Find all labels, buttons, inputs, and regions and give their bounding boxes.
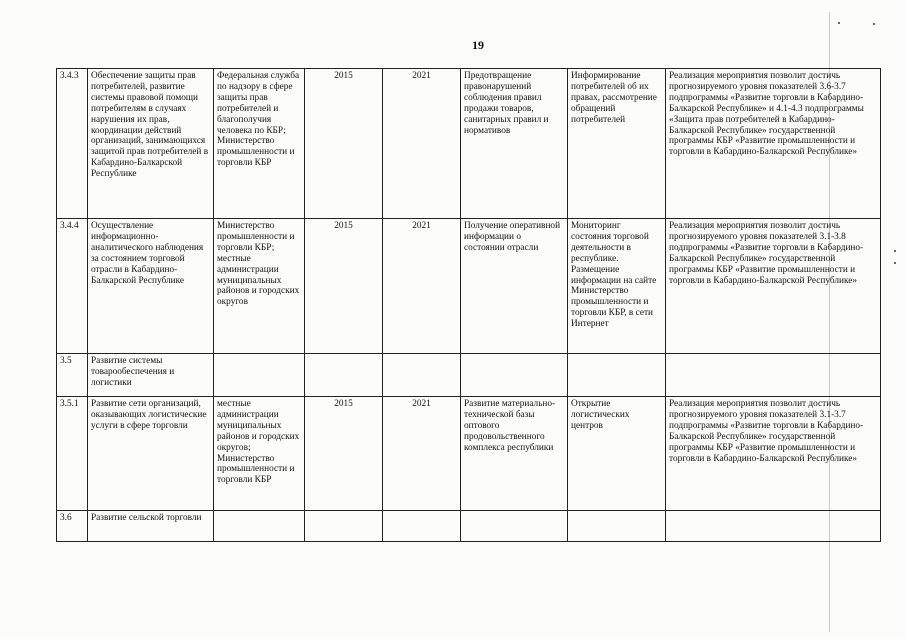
scan-speck (838, 22, 840, 24)
measure-name: Развитие сельской торговли (88, 511, 214, 542)
start-year (305, 354, 383, 397)
row-number: 3.5 (57, 354, 88, 397)
start-year: 2015 (305, 397, 383, 511)
end-year: 2021 (383, 397, 461, 511)
expected-result: Предотвращение правонарушений соблюдения правил продажи товаров, санитарных правил и нормативов (461, 69, 568, 219)
table-row (57, 219, 881, 354)
page-number: 19 (472, 38, 484, 52)
indicator-link: Реализация мероприятия позволит достичь прогнозируемого уровня показателей 3.6-3.7 подпрограммы «Развитие торговли в Кабардино-Балкарской Республике» и 4.1-4.3 подпрограммы «Защита прав потребителей в Кабардино-Балкарской Республике» государственной программы КБР «Развитие промышленности и торговли в Кабардино-Балкарской Республике» (666, 69, 881, 219)
program-table (56, 68, 881, 542)
row-number: 3.4.4 (57, 219, 88, 354)
measure-name: Развитие системы товарообеспечения и логистики (88, 354, 214, 397)
expected-result: Получение оперативной информации о состоянии отрасли (461, 219, 568, 354)
row-number: 3.6 (57, 511, 88, 542)
start-year: 2015 (305, 219, 383, 354)
expected-result (461, 354, 568, 397)
end-year (383, 354, 461, 397)
main-directions: Открытие логистических центров (568, 397, 666, 511)
scan-speck (873, 23, 875, 25)
start-year: 2015 (305, 69, 383, 219)
main-directions: Информирование потребителей об их правах, рассмотрение обращений потребителей (568, 69, 666, 219)
responsible-executor (214, 354, 305, 397)
table-row (57, 69, 881, 219)
main-directions (568, 354, 666, 397)
row-number: 3.4.3 (57, 69, 88, 219)
responsible-executor (214, 511, 305, 542)
indicator-link: Реализация мероприятия позволит достичь прогнозируемого уровня показателей 3.1-3.8 подпрограммы «Развитие торговли в Кабардино-Балкарской Республике» государственной программы КБР «Развитие промышленности и торговли в Кабардино-Балкарской Республике» (666, 219, 881, 354)
expected-result (461, 511, 568, 542)
measure-name: Развитие сети организаций, оказывающих логистические услуги в сфере торговли (88, 397, 214, 511)
start-year (305, 511, 383, 542)
main-directions: Мониторинг состояния торговой деятельности в республике. Размещение информации на сайте Министерство промышленности и торговли КБР, в сети Интернет (568, 219, 666, 354)
expected-result: Развитие материально-технической базы оптового продовольственного комплекса республики (461, 397, 568, 511)
responsible-executor: Федеральная служба по надзору в сфере защиты прав потребителей и благополучия человека по КБР; Министерство промышленности и торговли КБР (214, 69, 305, 219)
responsible-executor: Министерство промышленности и торговли КБР; местные администрации муниципальных районов и городских округов (214, 219, 305, 354)
scan-speck (894, 262, 896, 264)
scan-speck (894, 250, 896, 252)
end-year: 2021 (383, 69, 461, 219)
table-row (57, 397, 881, 511)
indicator-link: Реализация мероприятия позволит достичь прогнозируемого уровня показателей 3.1-3.7 подпрограммы «Развитие торговли в Кабардино-Балкарской Республике» государственной программы КБР «Развитие промышленности и торговли в Кабардино-Балкарской Республике» (666, 397, 881, 511)
table-row (57, 354, 881, 397)
indicator-link (666, 354, 881, 397)
row-number: 3.5.1 (57, 397, 88, 511)
measure-name: Обеспечение защиты прав потребителей, развитие системы правовой помощи потребителям в случаях нарушения их прав, координации действий организаций, занимающихся защитой прав потребителей в Кабардино-Балкарской Республике (88, 69, 214, 219)
measure-name: Осуществление информационно-аналитического наблюдения за состоянием торговой отрасли в Кабардино-Балкарской Республике (88, 219, 214, 354)
indicator-link (666, 511, 881, 542)
responsible-executor: местные администрации муниципальных районов и городских округов; Министерство промышленности и торговли КБР (214, 397, 305, 511)
main-directions (568, 511, 666, 542)
end-year: 2021 (383, 219, 461, 354)
table-row (57, 511, 881, 542)
end-year (383, 511, 461, 542)
